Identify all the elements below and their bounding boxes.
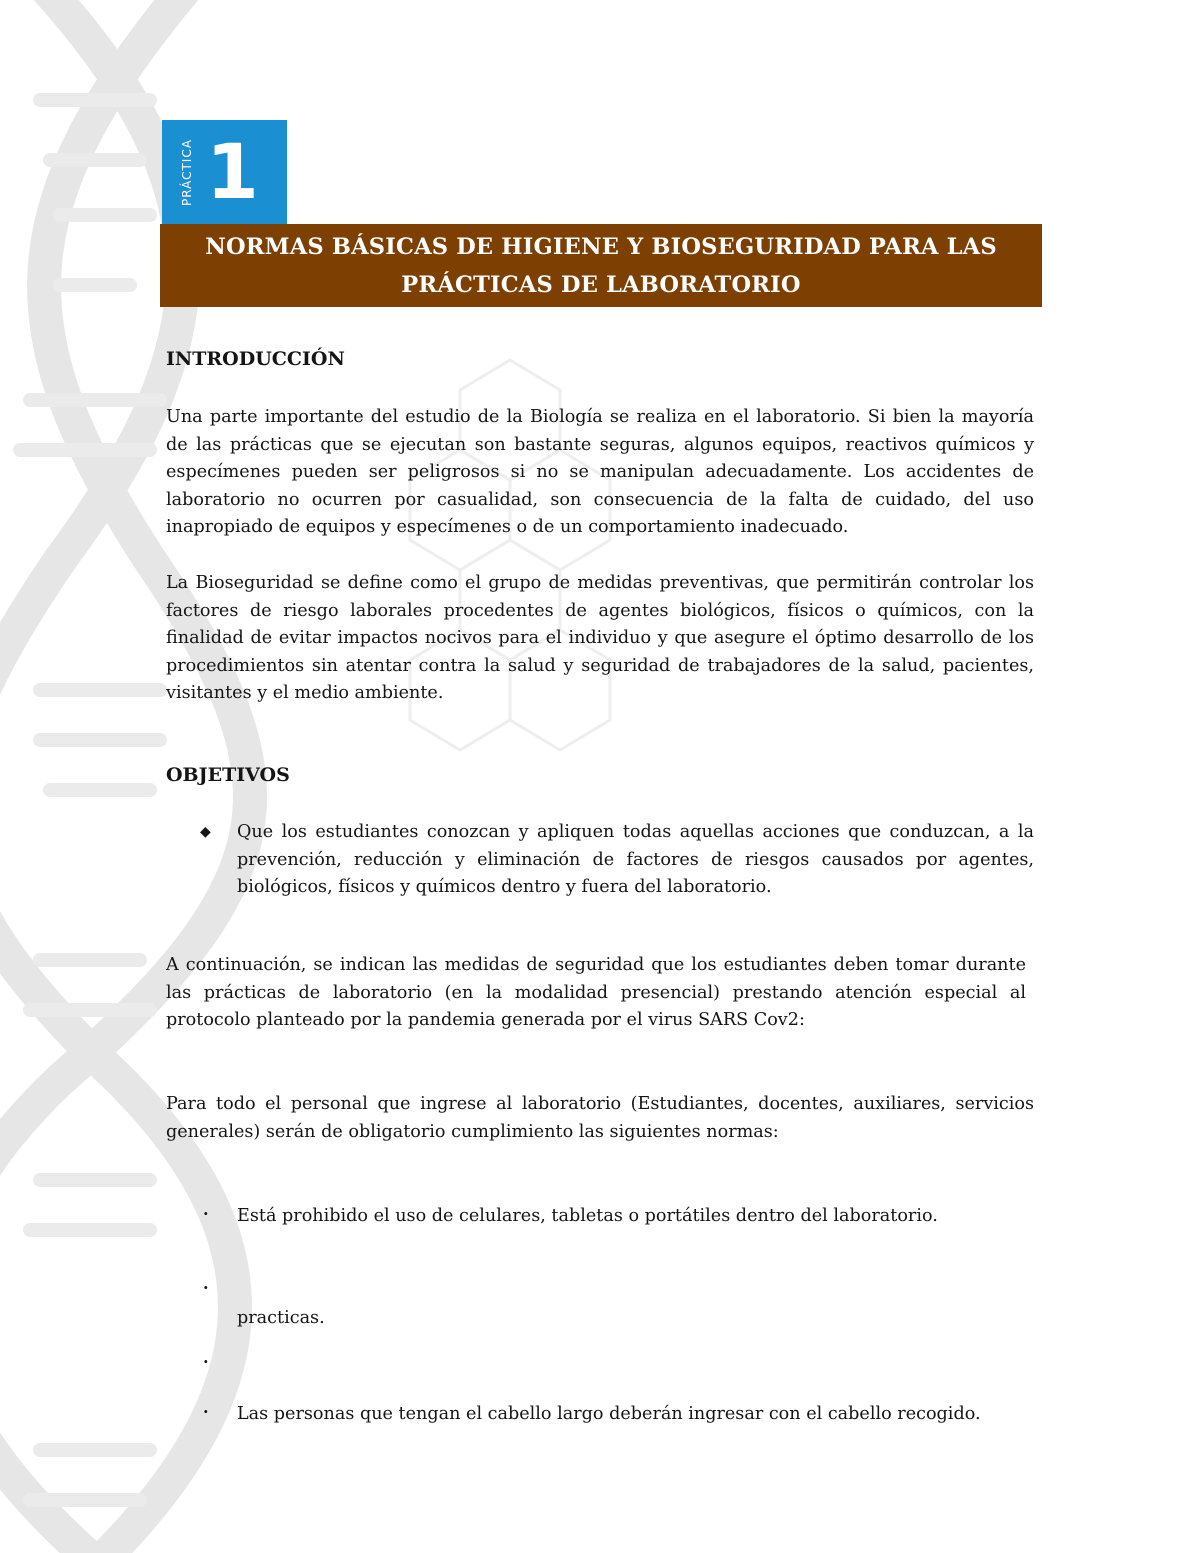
norm-bullet-icon: ·	[203, 1402, 209, 1421]
introduction-paragraph-2: La Bioseguridad se define como el grupo de medidas preventivas, que permitirán controlar los factores de riesgo laborales procedentes de agentes biológicos, físicos o químicos, con la finalidad de evitar impactos nocivos para el individuo y que asegure el óptimo desarrollo de los procedimientos sin atentar contra la salud y seguridad de trabajadores de la salud, pacientes, visitantes y el medio ambiente.	[166, 573, 1034, 703]
title-banner	[160, 224, 1042, 307]
norm-bullet-icon: ·	[203, 1352, 209, 1371]
practice-label: PRÁCTICA	[180, 139, 194, 206]
objectives-heading: OBJETIVOS	[166, 764, 290, 786]
diamond-bullet-icon: ◆	[200, 824, 211, 840]
measures-intro-paragraph: A continuación, se indican las medidas de seguridad que los estudiantes deben tomar durante las prácticas de laboratorio (en la modalidad presencial) prestando atención especial al protocolo planteado por la pandemia generada por el virus SARS Cov2:	[166, 955, 1026, 1030]
practice-number-badge	[162, 120, 287, 224]
introduction-paragraph-1: Una parte importante del estudio de la Biología se realiza en el laboratorio. Si bien la mayoría de las prácticas que se ejecutan son bastante seguras, algunos equipos, reactivos químicos y especímenes pueden ser peligrosos si no se manipulan adecuadamente. Los accidentes de laboratorio no ocurren por casualidad, son consecuencia de la falta de cuidado, del uso inapropiado de equipos y especímenes o de un comportamiento inadecuado.	[166, 407, 1034, 537]
norm-bullet-icon: ·	[203, 1278, 209, 1297]
norm-item-1: Está prohibido el uso de celulares, tabletas o portátiles dentro del laboratorio.	[237, 1206, 938, 1226]
norms-intro-paragraph: Para todo el personal que ingrese al laboratorio (Estudiantes, docentes, auxiliares, servicios generales) serán de obligatorio cumplimiento las siguientes normas:	[166, 1094, 1034, 1142]
document-title: NORMAS BÁSICAS DE HIGIENE Y BIOSEGURIDAD PARA LAS PRÁCTICAS DE LABORATORIO	[205, 233, 997, 298]
objective-item: Que los estudiantes conozcan y apliquen todas aquellas acciones que conduzcan, a la prevención, reducción y eliminación de factores de riesgos causados por agentes, biológicos, físicos y químicos dentro y fuera del laboratorio.	[237, 822, 1034, 897]
practice-number: 1	[206, 127, 259, 216]
norm-item-3: practicas.	[237, 1308, 325, 1328]
norm-item-5: Las personas que tengan el cabello largo deberán ingresar con el cabello recogido.	[237, 1404, 981, 1424]
introduction-heading: INTRODUCCIÓN	[166, 348, 345, 370]
norm-bullet-icon: ·	[203, 1204, 209, 1223]
